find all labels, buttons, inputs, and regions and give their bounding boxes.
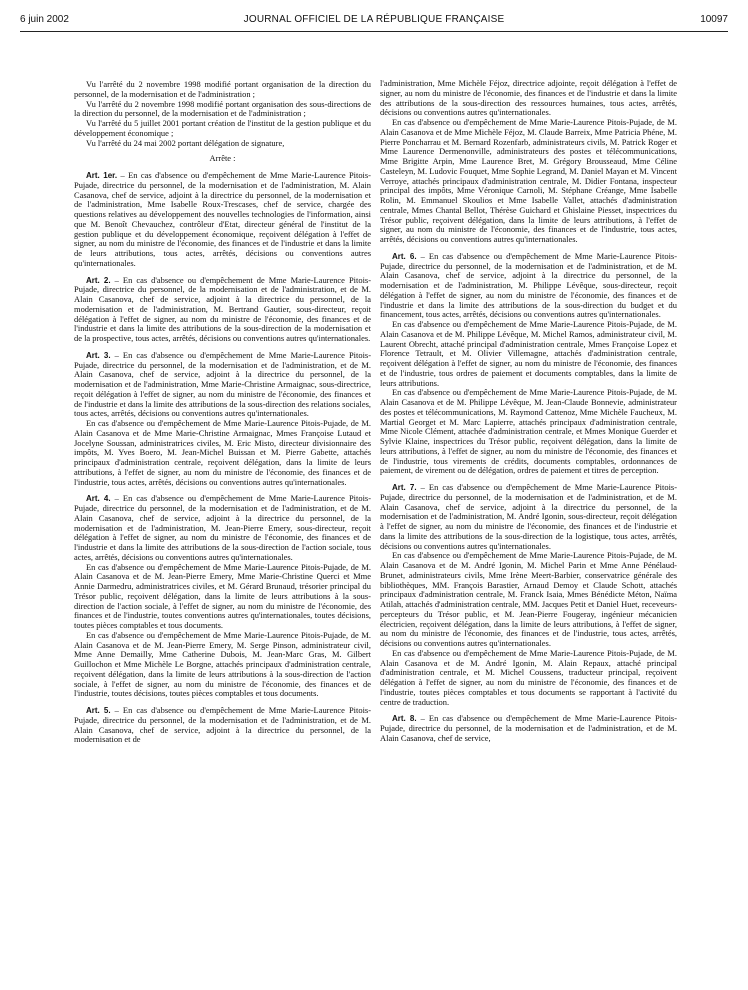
- body-paragraph: En cas d'absence ou d'empêchement de Mme Marie-Laurence Pitois-Pujade, de M. Alain Casanova et de M. Philippe Lévêque, M. Michel Ramos, administrateur civil, M. Laurent Obrecht, attaché principal d'administration centrale, Mmes Françoise Lopez et Florence Tetrault, et M. Olivier Villemagne, attachés d'administration centrale, reçoivent délégation à l'effet de signer, au nom du ministre de l'économie, des finances et de l'industrie, tous ordres de paiement et documents comptables, dans la limite de leurs attributions.: [380, 319, 677, 388]
- body-paragraph: En cas d'absence ou d'empêchement de Mme Marie-Laurence Pitois-Pujade, de M. Alain Casanova et de M. Jean-Pierre Emery, M. Serge Pinson, administrateur civil, Mme Anne Demailly, Mme Catherine Dubois, M. Jean-Marc Gras, M. Gilbert Guillochon et Mme Michèle Le Borgne, attachés principaux d'administration centrale, reçoivent délégation, dans la limite de leurs attributions à la sous-direction de l'action sociale, à l'effet de signer, au nom du ministre de l'économie, des finances et de l'industrie, toutes décisions, toutes pièces comptables et tous documents.: [74, 629, 371, 699]
- article-label: Art. 3.: [86, 350, 111, 360]
- body-paragraph: Vu l'arrêté du 2 novembre 1998 modifié portant organisation des sous-directions de la direction du personnel, de la modernisation et de l'administration ;: [74, 98, 371, 119]
- article-label: Art. 5.: [86, 706, 111, 715]
- body-paragraph: En cas d'absence ou d'empêchement de Mme Marie-Laurence Pitois-Pujade, de M. Alain Casanova et de Mme Michèle Féjoz, M. Claude Barreix, Mme Patricia Phéne, M. Pierre Poncharrau et M. Bernard Rozenfarb, administrateurs civils, M. Patrick Roger et Mme Laurence Dermenonville, administrateurs des postes et télécommunications, Mme Brigitte Arpin, Mme Laurence Bret, M. Grégory Brousseaud, Mme Céline Casteleyn, M. Ludovic Fouquet, Mme Sophie Legrand, M. Daniel Mayan et M. Vincent Verroye, attachés principaux d'administration centrale, M. Didier Fontana, inspecteur principal des impôts, Mme Véronique Carnoli, M. Stéphane Créange, Mme Isabelle Rolin, M. Emmanuel Skoulios et Mme Isabelle Vallet, attachés d'administration centrale, Mmes Chantal Bellot, Thérèse Guichard et Ghislaine Piesset, inspectrices du Trésor public, reçoivent délégation, dans la limite de leurs attributions, à l'effet de signer, au nom du ministre de l'économie, des finances et de l'industrie, tous actes, arrêtés, décisions ou conventions autres qu'internationales.: [380, 117, 677, 244]
- article-text: – En cas d'absence ou d'empêchement de Mme Marie-Laurence Pitois-Pujade, directrice du personnel, de la modernisation et de l'administration, M. Alain Casanova, chef de service, adjoint à la directrice du personnel, de la modernisation et de l'administration, Mme Isabelle Roux-Trescases, chef de service, chargée des questions relatives au développement des nouvelles technologies de l'information, ainsi que M. Benoît Chevauchez, contrôleur d'Etat, directeur général de l'institut de la gestion publique et du développement économique, reçoivent délégation à l'effet de signer, au nom du ministre de l'économie, des finances et de l'industrie et dans la limite de leurs attributions, tous actes, arrêtés, décisions ou conventions autres qu'internationales.: [74, 170, 371, 268]
- article-label: Art. 6.: [392, 251, 417, 261]
- body-paragraph: Vu l'arrêté du 2 novembre 1998 modifié portant organisation de la direction du personnel, de la modernisation et de l'administration ;: [74, 79, 371, 99]
- article-paragraph: [74, 706, 371, 745]
- article-text: – En cas d'absence ou d'empêchement de Mme Marie-Laurence Pitois-Pujade, directrice du personnel, de la modernisation et de l'administration, et de M. Alain Casanova, chef de service, adjoint à la directrice du personnel, de la modernisation et de: [74, 705, 372, 745]
- article-text: – En cas d'absence ou d'empêchement de Mme Marie-Laurence Pitois-Pujade, directrice du personnel, de la modernisation et de l'administration, et de M. Alain Casanova, chef de service,: [380, 713, 678, 743]
- article-paragraph: [380, 483, 677, 551]
- body-paragraph: En cas d'absence ou d'empêchement de Mme Marie-Laurence Pitois-Pujade, de M. Alain Casanova et de M. Philippe Lévêque, M. Jean-Claude Bonnevie, administrateur des postes et télécommunications, M. Raymond Cattenoz, Mme Michèle Faucheux, M. Martial Georget et M. Marc Lapierre, attachés principaux d'administration centrale, Mme Nicole Clément, attachée d'administration centrale, et Mmes Monique Guerder et Sylvie Klaine, inspectrices du Trésor public, reçoivent délégation, dans la limite de leurs attributions, à l'effet de signer, au nom du ministre de l'économie, des finances et de l'industrie, tous virements de crédits, documents comptables, ordonnances de paiement, de virement ou de délégation, ordres de paiement et titres de perception.: [380, 387, 677, 476]
- page-number: 10097: [700, 14, 728, 25]
- header-date: 6 juin 2002: [20, 14, 69, 25]
- left-column: [74, 80, 371, 745]
- article-paragraph: [74, 351, 371, 419]
- article-text: – En cas d'absence ou d'empêchement de Mme Marie-Laurence Pitois-Pujade, directrice du personnel, de la modernisation et de l'administration, et de M. Alain Casanova, chef de service, adjoint à la directrice du personnel, de la modernisation et de l'administration, M. Philippe Lévêque, sous-directeur, reçoit délégation à l'effet de signer, au nom du ministre de l'économie, des finances et de l'industrie et dans la limite des attributions de la sous-direction du budget et du financement, tous actes, arrêtés, décisions ou conventions autres qu'internationales.: [380, 250, 678, 320]
- arrete-heading: Arrête :: [209, 153, 236, 164]
- body-paragraph: En cas d'absence ou d'empêchement de Mme Marie-Laurence Pitois-Pujade, de M. Alain Casanova et de M. Jean-Pierre Emery, Mme Marie-Christine Querci et Mme Annie Darmedru, administratrices civiles, et M. Gérard Brunaud, trésorier principal du Trésor public, reçoivent délégation, dans la limite de leurs attributions à la sous-direction de l'action sociale, à l'effet de signer, au nom du ministre de l'économie, des finances et de l'industrie, toutes conventions autres qu'internationales, toutes décisions, toutes pièces comptables et tous documents.: [74, 561, 371, 630]
- journal-title: JOURNAL OFFICIEL DE LA RÉPUBLIQUE FRANÇAISE: [243, 14, 505, 25]
- article-text: – En cas d'absence ou d'empêchement de Mme Marie-Laurence Pitois-Pujade, directrice du personnel, de la modernisation et de l'administration, et de M. Alain Casanova, chef de service, adjoint à la directrice du personnel, de la modernisation et de l'administration, M. Jean-Pierre Emery, sous-directeur, reçoit délégation à l'effet de signer, au nom du ministre de l'économie, des finances et de l'industrie et dans la limite des attributions de la sous-direction de l'action sociale, tous actes, arrêtés, décisions ou conventions autres qu'internationales.: [74, 493, 372, 562]
- article-label: Art. 8.: [392, 714, 417, 724]
- right-column: [380, 79, 677, 744]
- article-paragraph: [74, 276, 371, 344]
- article-paragraph: [74, 494, 371, 562]
- header-rule: [20, 31, 728, 32]
- article-text: – En cas d'absence ou d'empêchement de Mme Marie-Laurence Pitois-Pujade, directrice du personnel, de la modernisation et de l'administration, et de M. Alain Casanova, chef de service, adjoint à la directrice du personnel, de la modernisation et de l'administration, M. André Igonin, sous-directeur, reçoit délégation à l'effet de signer, au nom du ministre de l'économie, des finances et de l'industrie et dans la limite des attributions de la sous-direction de la logistique, tous actes, arrêtés, décisions ou conventions autres qu'internationales.: [380, 482, 678, 551]
- article-label: Art. 1er.: [86, 171, 118, 180]
- page-header: [20, 14, 728, 28]
- body-paragraph: En cas d'absence ou d'empêchement de Mme Marie-Laurence Pitois-Pujade, de M. Alain Casanova et de M. André Igonin, M. Michel Parin et Mme Anne Pénélaud-Brunet, administrateurs civils, Mme Irène Meert-Barbier, conservatrice générale des bibliothèques, MM. François Barastier, Arnaud Demoy et Claude Schott, attachés principaux d'administration centrale, M. Franck Isaia, Mmes Bénédicte Méton, Naïma Atilah, attachés d'administration centrale, MM. Jacques Petit et Daniel Huet, receveurs-percepteurs du Trésor public, et M. Jean-Pierre Fougeray, ingénieur mécanicien électricien, reçoivent délégation, dans la limite de leurs attributions, à l'effet de signer, au nom du ministre de l'économie, des finances et de l'industrie, tous actes, arrêtés, décisions ou conventions autres qu'internationales.: [380, 550, 677, 648]
- article-label: Art. 4.: [86, 494, 111, 504]
- article-label: Art. 2.: [86, 275, 111, 285]
- article-paragraph: [380, 252, 677, 320]
- article-paragraph: [380, 714, 677, 743]
- article-text: – En cas d'absence ou d'empêchement de Mme Marie-Laurence Pitois-Pujade, directrice du personnel, de la modernisation et de l'administration, et de M. Alain Casanova, chef de service, adjoint à la directrice du personnel, de la modernisation et de l'administration, M. Bertrand Gautier, sous-directeur, reçoit délégation à l'effet de signer, au nom du ministre de l'économie, des finances et de l'industrie et dans la limite des attributions de la sous-direction de la modernisation et de la prospective, tous actes, arrêtés, décisions ou conventions autres qu'internationales.: [74, 274, 372, 343]
- body-paragraph: En cas d'absence ou d'empêchement de Mme Marie-Laurence Pitois-Pujade, de M. Alain Casanova et de Mme Marie-Christine Armaignac, Mmes Françoise Lutaud et Jocelyne Soussan, administratrices civiles, M. Eric Misto, directeur divisionnaire des impôts, M. Yves Boero, M. Jean-Michel Buissan et M. Pierre Gabette, attachés principaux d'administration centrale, reçoivent délégation, dans la limite de leurs attributions, à l'effet de signer, au nom du ministre de l'économie, des finances et de l'industrie, tous actes, arrêtés, décisions ou conventions autres qu'internationales.: [74, 418, 371, 487]
- body-paragraph: Vu l'arrêté du 24 mai 2002 portant délégation de signature,: [86, 137, 285, 148]
- article-paragraph: [74, 171, 371, 269]
- article-label: Art. 7.: [392, 483, 417, 492]
- continued-paragraph: l'administration, Mme Michèle Féjoz, directrice adjointe, reçoit délégation à l'effet de signer, au nom du ministre de l'économie, des finances et de l'industrie et dans la limite des attributions de la sous-direction des ressources humaines, tous actes, arrêtés, décisions ou conventions autres qu'internationales.: [380, 78, 677, 118]
- article-text: – En cas d'absence ou d'empêchement de Mme Marie-Laurence Pitois-Pujade, directrice du personnel, de la modernisation et de l'administration, et de M. Alain Casanova, chef de service, adjoint à la directrice du personnel, de la modernisation et de l'administration, Mme Marie-Christine Armaignac, sous-directrice, reçoit délégation à l'effet de signer, au nom du ministre de l'économie, des finances et de l'industrie et dans la limite des attributions de la sous-direction des relations sociales, tous actes, arrêtés, décisions ou conventions autres qu'internationales.: [74, 349, 372, 419]
- body-paragraph: Vu l'arrêté du 5 juillet 2001 portant création de l'institut de la gestion publique et du développement économique ;: [74, 118, 371, 138]
- body-paragraph: En cas d'absence ou d'empêchement de Mme Marie-Laurence Pitois-Pujade, de M. Alain Casanova et de M. André Igonin, M. Alain Repaux, attaché principal d'administration centrale, et M. Michel Coussens, traducteur principal, reçoivent délégation à l'effet de signer, au nom du ministre de l'économie, des finances et de l'industrie, toutes pièces comptables et tous documents se rapportant à l'activité du centre de traduction.: [380, 647, 677, 707]
